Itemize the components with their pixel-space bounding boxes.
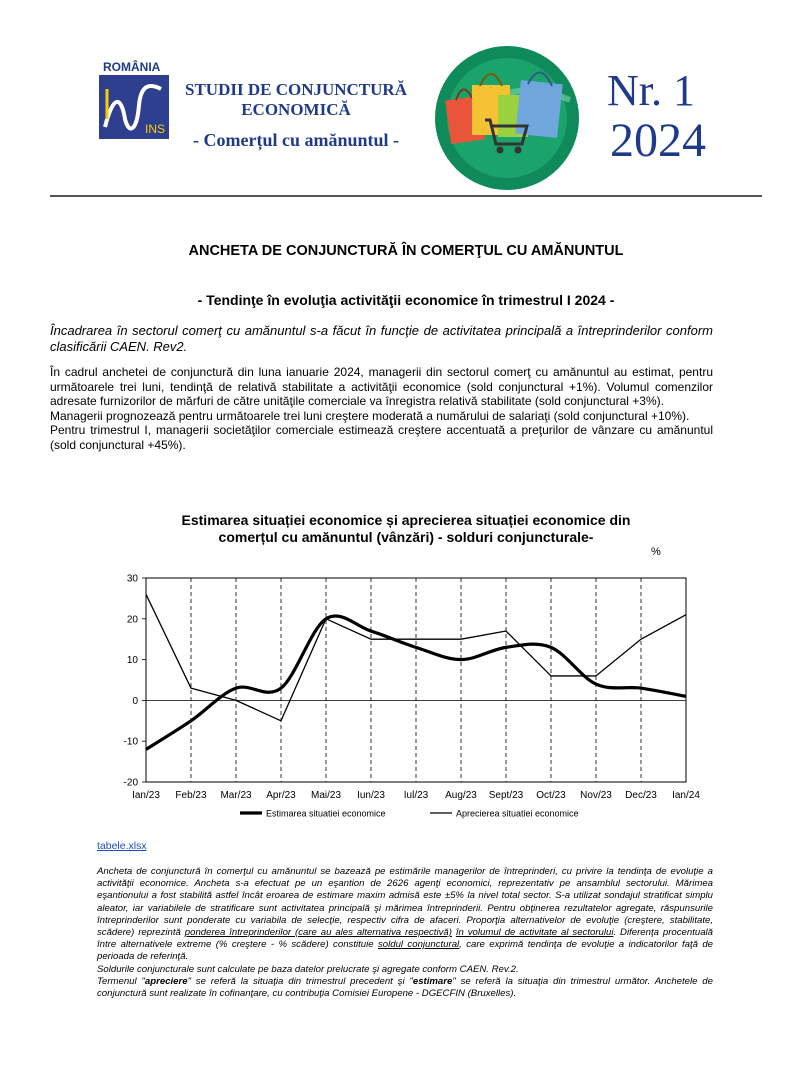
x-tick-label: Aug/23 [445, 790, 477, 801]
paragraph: În cadrul anchetei de conjunctură din luna ianuarie 2024, managerii din sectorul comerţ cu amănuntul au estimat, pentru următoarele trei luni, tendinţă de relativă stabilitate a activităţii economice (sold conjunctural +1%). Volumul comenzilor adresate furnizorilor de mărfuri de către unităţile comerciale va înregistra relativă stabilitate (sold conjunctural +3%). [50, 365, 713, 408]
x-tick-label: Iun/23 [357, 790, 385, 801]
tables-link[interactable]: tabele.xlsx [97, 840, 147, 852]
logo-text: INS [145, 122, 166, 136]
chart-title-line2: comerțul cu amănuntul (vânzări) - solduri conjuncturale- [218, 529, 594, 545]
footnote-bold: estimare [412, 975, 453, 987]
publication-subtitle: - Comerțul cu amănuntul - [193, 130, 399, 150]
x-tick-label: Sept/23 [488, 790, 524, 801]
x-tick-label: Nov/23 [580, 790, 612, 801]
footnote-paragraph [97, 866, 713, 964]
line-chart [50, 560, 740, 830]
y-tick-label: -10 [123, 736, 138, 748]
y-tick-label: 0 [132, 695, 138, 707]
paragraph: Managerii prognozează pentru următoarele trei luni creştere moderată a numărului de salariaţi (sold conjunctural +10%). [50, 408, 690, 423]
footnote-text: Termenul " [97, 975, 145, 987]
methodology-footnote [97, 866, 713, 1000]
y-tick-label: 20 [126, 614, 138, 626]
footnote-paragraph: Soldurile conjuncturale sunt calculate pe baza datelor prelucrate şi agregate conform CAEN. Rev.2. [97, 963, 519, 975]
y-tick-label: -20 [123, 777, 138, 789]
shopping-bags-icon [430, 40, 585, 195]
chart-title [50, 512, 762, 546]
page-subtitle: - Tendinţe în evoluţia activităţii economice în trimestrul I 2024 - [197, 292, 615, 308]
issue-year: 2024 [610, 114, 706, 167]
chart-unit: % [651, 546, 661, 558]
x-tick-label: Dec/23 [625, 790, 657, 801]
footnote-paragraph [97, 976, 713, 1000]
intro-text: Încadrarea în sectorul comerţ cu amănuntul s-a făcut în funcţie de activitatea principală a întreprinderilor conform clasificării CAEN. Rev2. [50, 323, 713, 354]
country-label: ROMÂNIA [103, 60, 161, 74]
x-tick-label: Feb/23 [175, 790, 207, 801]
footnote-text: Ancheta de conjunctură în comerţul cu amănuntul se bazează pe estimările managerilor de întreprinderi, cu privire la tendinţa de evoluţie a activităţii economice. Ancheta s-a efectuat pe un eşantion de 2626 agenţi economici, reprezentativ pe ansamblul sectorului. Mărimea eşantionului a fost stabilită astfel încât eroarea de estimare maxim admisă este ±5% la nivel total sector. S-a utilizat sondajul stratificat simplu aleator, iar variabilele de stratificare sunt activitatea principală şi mărimea întreprinderii. Pentru obţinerea rezultatelor agregate, răspunsurile întreprinderilor sunt ponderate cu variabila de selecţie, respectiv cifra de afaceri. Proporţia alternativelor de evoluţie (creştere, stabilitate, scădere) reprezintă [97, 866, 713, 939]
footnote-underlined: în volumul de activitate al sectorului [455, 927, 614, 939]
x-tick-label: Iul/23 [403, 790, 429, 801]
footnote-underlined: ponderea întreprinderilor (care au ales alternativa respectivă) [184, 927, 452, 939]
footnote-text: . Diferenţa procentuală între alternativele extreme (% creştere - % scădere) constituie [97, 927, 714, 951]
publication-title: STUDII DE CONJUNCTURĂ ECONOMICĂ [185, 80, 407, 119]
body-text [50, 365, 713, 452]
x-tick-label: Apr/23 [266, 790, 296, 801]
x-tick-label: Oct/23 [536, 790, 566, 801]
chart-svg [50, 560, 740, 830]
footnote-text: " se referă la situaţia din trimestrul precedent şi " [187, 975, 413, 987]
y-tick-label: 30 [126, 573, 138, 585]
header-divider [50, 195, 762, 197]
legend-label: Estimarea situatiei economice [266, 808, 386, 819]
chart-title-line1: Estimarea situației economice și aprecierea situației economice din [181, 512, 631, 528]
footnote-text: " se referă la situaţia din trimestrul următor. Anchetele de conjunctură sunt realizate în cofinanţare, cu contribuţia Comisiei Europene - DGECFIN (Bruxelles). [97, 975, 713, 1000]
legend-label: Aprecierea situatiei economice [456, 808, 579, 819]
page-title: ANCHETA DE CONJUNCTURĂ ÎN COMERŢUL CU AMĂNUNTUL [188, 243, 624, 259]
footnote-underlined: soldul conjunctural [377, 939, 460, 951]
footnote-bold: apreciere [144, 975, 188, 987]
footnote-text: , care exprimă tendinţa de evoluţie a indicatorilor faţă de perioada de referinţă. [97, 939, 713, 963]
x-tick-label: Ian/24 [672, 790, 700, 801]
x-tick-label: Ian/23 [132, 790, 160, 801]
x-tick-label: Mai/23 [310, 790, 342, 801]
ins-logo [99, 75, 169, 139]
paragraph: Pentru trimestrul I, managerii societăţilor comerciale estimează creştere accentuată a preţurilor de vânzare cu amănuntul (sold conjunctural +45%). [50, 423, 713, 452]
y-tick-label: 10 [126, 655, 138, 667]
issue-number: Nr. 1 [607, 66, 695, 115]
x-tick-label: Mar/23 [220, 790, 252, 801]
